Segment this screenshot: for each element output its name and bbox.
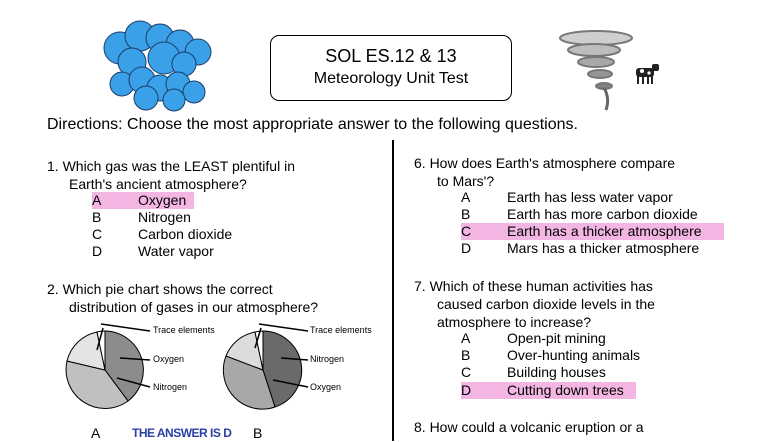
- pie-b-label-lines: [253, 320, 313, 390]
- pie-b-label-nitrogen: Nitrogen: [310, 354, 345, 364]
- pie-a-label-trace: Trace elements: [153, 325, 215, 335]
- pie-a-label-lines: [95, 320, 155, 390]
- tornado-icon: [550, 26, 670, 114]
- title-box: [270, 35, 512, 101]
- question-1-text: 1. Which gas was the LEAST plentiful in Earth's ancient atmosphere?: [47, 158, 295, 192]
- pie-a-label-oxygen: Oxygen: [153, 354, 185, 364]
- question-7-text: 7. Which of these human activities has caused carbon dioxide levels in the atmosphere to increase?: [414, 278, 655, 330]
- pie-a-label-nitrogen: Nitrogen: [153, 382, 188, 392]
- directions: Directions: Choose the most appropriate answer to the following questions.: [47, 116, 578, 133]
- pie-b-label-trace: Trace elements: [310, 325, 372, 335]
- page-subtitle: Meteorology Unit Test: [313, 70, 469, 87]
- page-title: SOL ES.12 & 13: [325, 46, 457, 66]
- question-6-text: 6. How does Earth's atmosphere compare to Mars'?: [414, 155, 676, 189]
- question-2-text: 2. Which pie chart shows the correct distribution of gases in our atmosphere?: [47, 281, 319, 315]
- answer-note: THE ANSWER IS D: [132, 426, 232, 440]
- column-divider: [392, 140, 394, 441]
- clouds-icon: [98, 18, 220, 114]
- pie-b-letter: B: [253, 425, 263, 441]
- pie-b-label-oxygen: Oxygen: [310, 382, 342, 392]
- question-8-text: 8. How could a volcanic eruption or a: [414, 419, 644, 435]
- pie-a-letter: A: [91, 425, 101, 441]
